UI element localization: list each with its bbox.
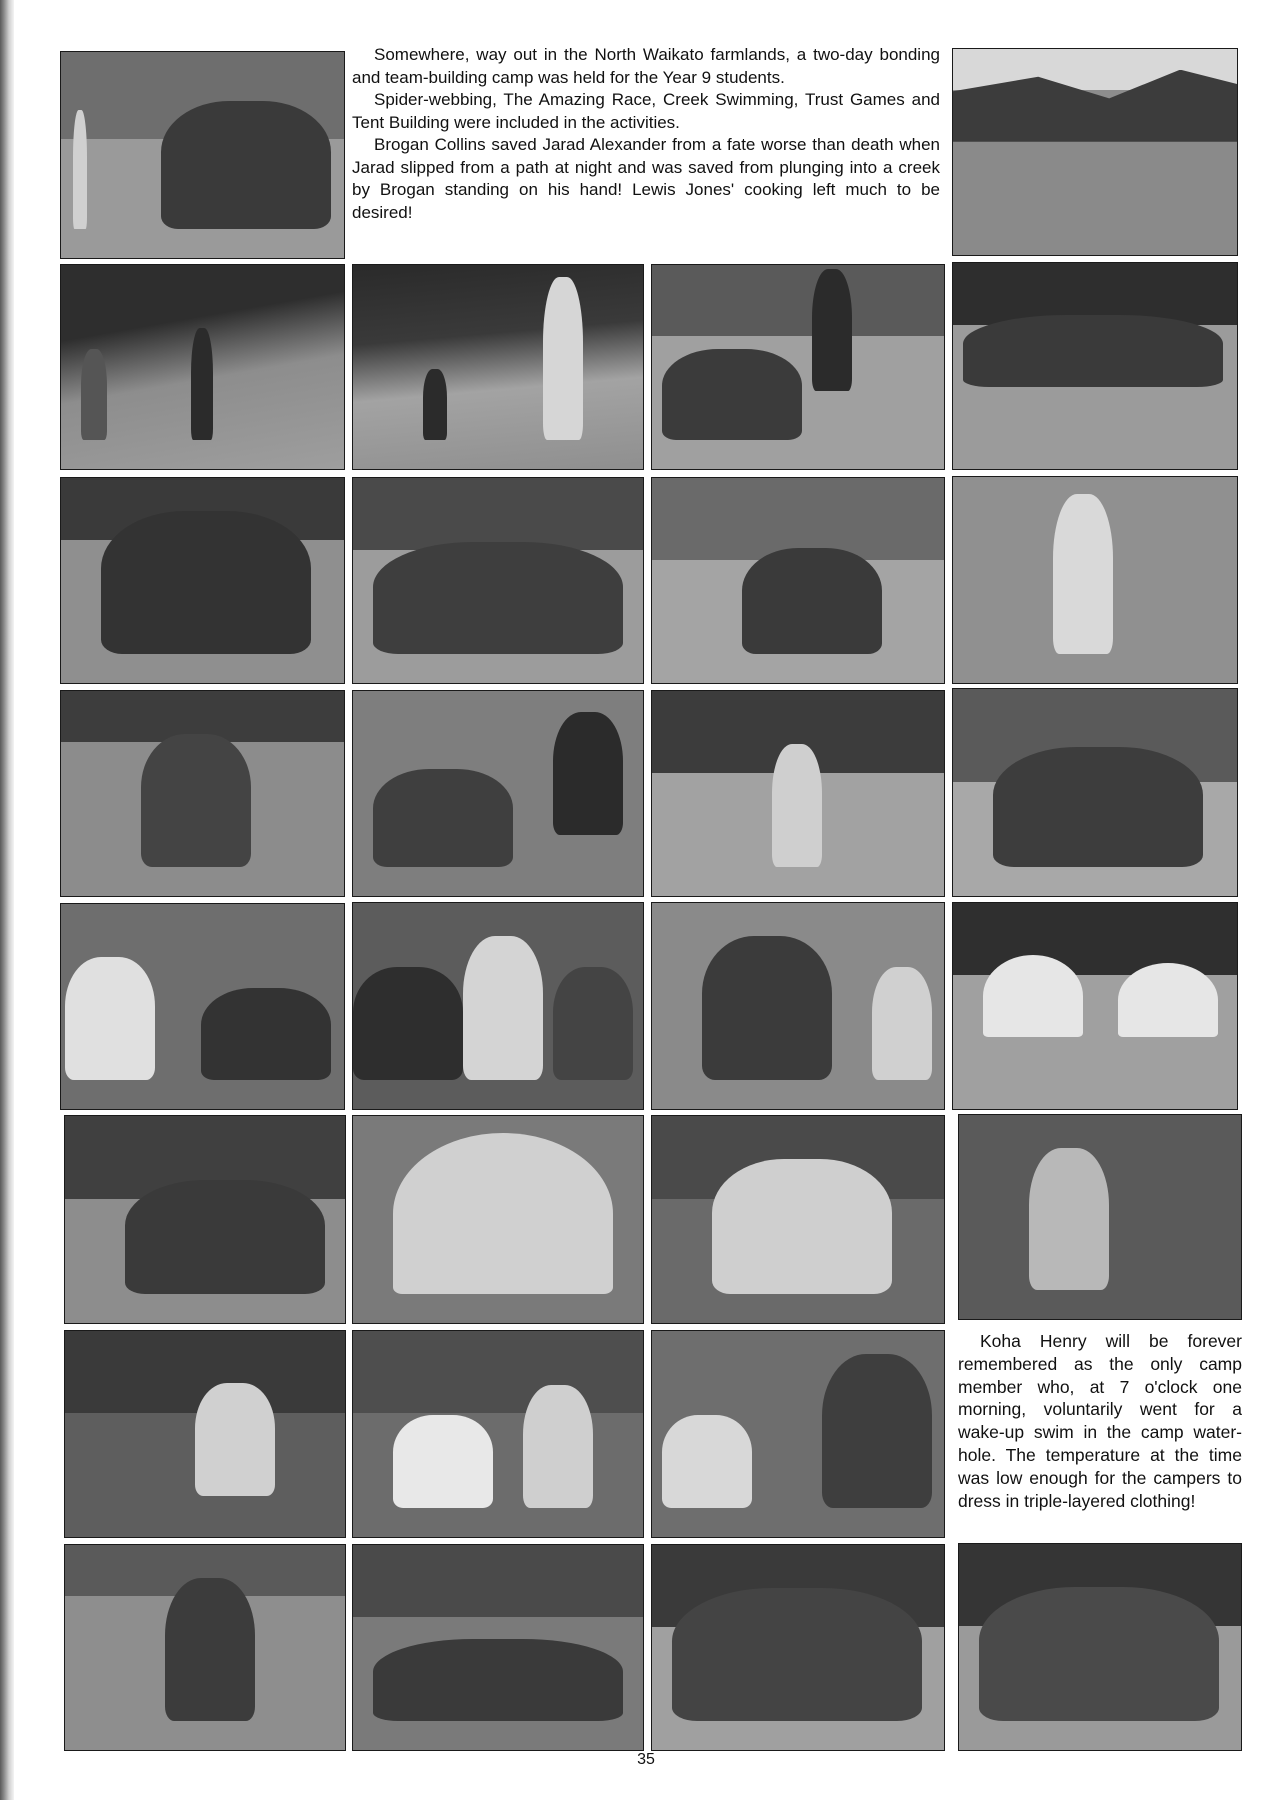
photo-creek-swimming <box>64 1330 346 1538</box>
photo-pole-team-game <box>60 477 345 684</box>
closing-text <box>958 1330 1242 1512</box>
photo-crawling-under-rope <box>352 690 644 897</box>
photo-cooking-sausages <box>651 1330 945 1538</box>
photo-creek-splash <box>352 1330 644 1538</box>
photo-dome-tents <box>952 902 1238 1110</box>
photo-creek-bank-activity <box>352 1544 644 1751</box>
photo-tug-line <box>352 477 644 684</box>
page-number: 35 <box>637 1751 655 1768</box>
photo-carrying-game <box>64 1544 346 1751</box>
photo-creek-wading <box>651 1115 945 1324</box>
photo-campsite-tents <box>952 48 1238 256</box>
photo-packing-up <box>64 1115 346 1324</box>
photo-piggyback <box>952 476 1238 684</box>
photo-tent-building <box>352 1115 644 1324</box>
photo-carrying-student <box>60 690 345 897</box>
photo-camp-cooking <box>60 903 345 1110</box>
photo-line-of-students <box>952 262 1238 470</box>
scan-edge-shadow <box>0 0 14 1800</box>
intro-paragraph-3: Brogan Collins saved Jarad Alexander from a fate worse than death when Jarad slipped from a path at night and was saved from plunging into a creek by Brogan standing on his hand! Lewis Jones' cooking left much to be desired! <box>352 135 940 222</box>
closing-paragraph: Koha Henry will be forever remembered as the only camp member who, at 7 o'clock one morning, voluntarily went for a wake-up swim in the camp water-hole. The temperature at the time was low enough for the campers to dress in triple-layered clothing! <box>958 1331 1242 1511</box>
photo-student-in-creek <box>958 1114 1242 1320</box>
photo-hoop-activity <box>60 264 345 470</box>
intro-paragraph-1: Somewhere, way out in the North Waikato farmlands, a two-day bonding and team-building camp was held for the Year 9 students. <box>352 45 940 87</box>
photo-piggyback-race <box>651 902 945 1110</box>
photo-pulling-game <box>651 477 945 684</box>
photo-obstacle-course <box>651 690 945 897</box>
photo-trust-game <box>958 1543 1242 1751</box>
photo-group-stretch <box>60 51 345 259</box>
photo-running-race <box>352 264 644 470</box>
photo-jumping-game <box>651 264 945 470</box>
intro-paragraph-2: Spider-webbing, The Amazing Race, Creek Swimming, Trust Games and Tent Building were included in the activities. <box>352 90 940 132</box>
intro-text <box>352 44 940 224</box>
photo-students-cooking <box>352 902 644 1110</box>
photo-tree-swing-game <box>952 688 1238 897</box>
photo-group-arms-raised <box>651 1544 945 1751</box>
